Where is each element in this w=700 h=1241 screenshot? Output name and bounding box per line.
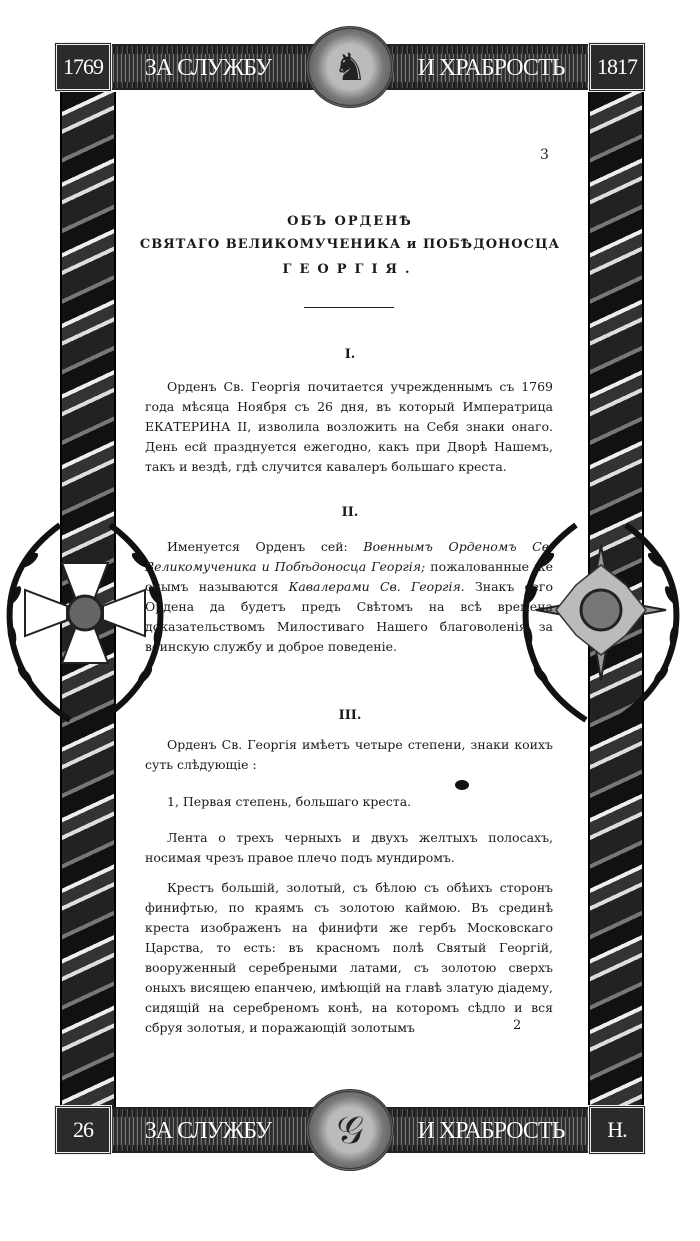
bottom-banner-right-text: И ХРАБРОСТЬ <box>417 1117 565 1144</box>
section-2-text <box>145 537 553 657</box>
monogram-icon: 𝒢 <box>306 1089 394 1171</box>
top-banner-left-text: ЗА СЛУЖБУ <box>144 54 272 81</box>
top-left-year-box: 1769 <box>54 42 112 92</box>
heading-line-3: ГЕОРГІЯ. <box>282 262 418 277</box>
section-2-numeral: II. <box>341 505 359 520</box>
section-2-text-middle: пожалованные же онымъ называются <box>145 559 553 594</box>
bottom-banner <box>58 1107 642 1153</box>
section-3-text: Орденъ Св. Георгія имѣетъ четыре степени, знаки коихъ суть слѣдующіе : <box>145 737 553 772</box>
ink-blot <box>455 780 469 790</box>
bottom-right-box: Н. <box>588 1105 646 1155</box>
heading-line-1: ОБЪ ОРДЕНѢ <box>287 214 413 229</box>
heading-divider <box>304 307 394 308</box>
section-2-paragraph <box>145 537 553 657</box>
first-degree-text: 1, Первая степень, большаго креста. <box>167 794 412 809</box>
order-name-italic: Военнымъ Орденомъ Св. Великомученика и Побѣдоносца Георгія; <box>145 539 553 574</box>
top-banner <box>58 44 642 90</box>
section-2-text-before: Именуется Орденъ сей: <box>167 539 364 554</box>
first-degree-item <box>145 792 553 812</box>
top-right-year-box: 1817 <box>588 42 646 92</box>
top-banner-right-text: И ХРАБРОСТЬ <box>417 54 565 81</box>
bottom-left-box: 26 <box>54 1105 112 1155</box>
section-1-text: Орденъ Св. Георгія почитается учрежденнымъ съ 1769 года мѣсяца Ноября съ 26 дня, въ который Императрица ЕКАТЕРИНА II, изволила возложить на Себя знаки онаго. День есй празднуется ежегодно, какъ при Дворѣ Нашемъ, такъ и вездѣ, гдѣ случится кавалеръ большаго креста. <box>145 379 553 474</box>
section-3-numeral: III. <box>338 708 362 723</box>
ribbon-paragraph <box>145 828 553 868</box>
section-3-intro <box>145 735 553 775</box>
section-1-numeral: I. <box>344 347 356 362</box>
bottom-banner-left-text: ЗА СЛУЖБУ <box>144 1117 272 1144</box>
cross-text: Крестъ большій, золотый, съ бѣлою съ обѣихъ сторонъ финифтью, по краямъ съ золотою каймою. Въ срединѣ креста изображенъ на финифти же гербъ Московскаго Царства, то есть: въ красномъ полѣ Святый Георгій, вооруженный серебреными латами, съ золотою сверхъ оныхъ висящею епанчею, имѣющій на главѣ златую діадему, сидящій на серебреномъ конѣ, на которомъ сѣдло и вся сбруя золотыя, и поражающій золотымъ <box>145 880 553 1035</box>
signature-mark: 2 <box>513 1018 522 1033</box>
cross-paragraph <box>145 878 553 1038</box>
st-george-horseman-icon: ♞ <box>306 26 394 108</box>
section-2-text-after: Знакъ сего Ордена да будетъ предъ Свѣтомъ на всѣ времена доказательствомъ Милостиваго Нашего благоволенія за воинскую службу и доброе поведеніе. <box>145 579 554 654</box>
ribbon-text: Лента о трехъ черныхъ и двухъ желтыхъ полосахъ, носимая чрезъ правое плечо подъ мундиромъ. <box>145 830 553 865</box>
page-number: 3 <box>540 147 549 163</box>
heading-line-2: СВЯТАГО ВЕЛИКОМУЧЕНИКА и ПОБѢДОНОСЦА <box>139 237 561 252</box>
section-1-paragraph <box>145 377 553 477</box>
cavaliers-italic: Кавалерами Св. Георгія. <box>288 579 465 594</box>
